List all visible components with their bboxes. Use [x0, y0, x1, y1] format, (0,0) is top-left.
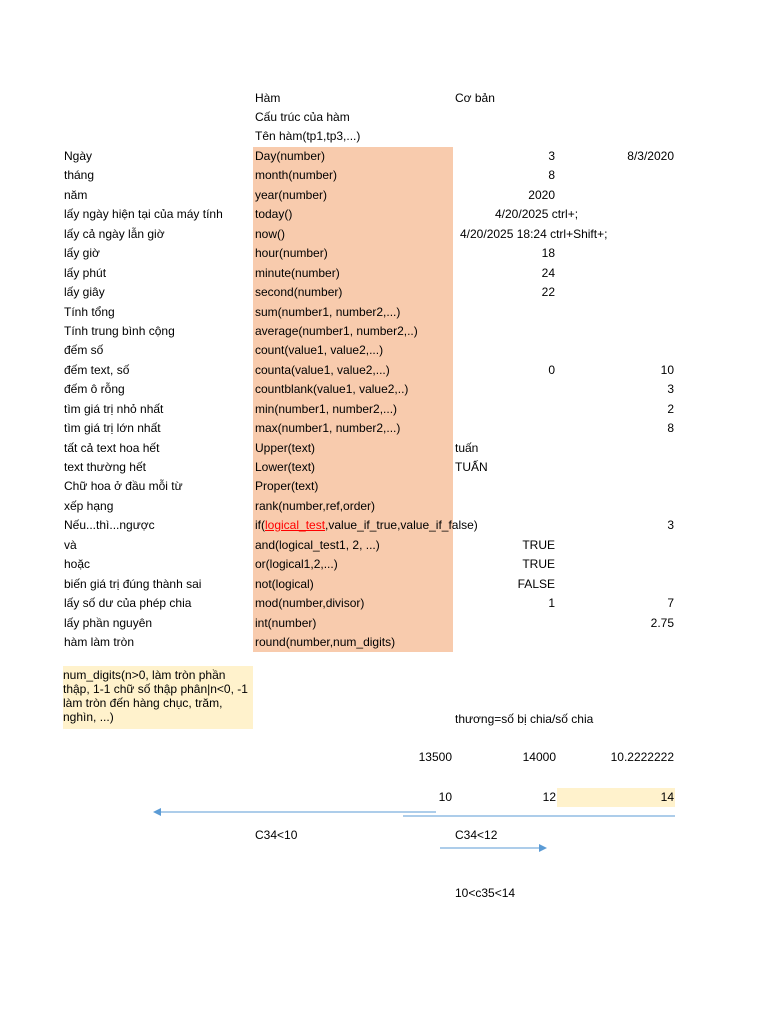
row-value-c: 4/20/2025 18:24 ctrl+Shift+; [460, 227, 608, 241]
condition-less-10: C34<10 [255, 828, 298, 842]
row-value-d: 2 [667, 402, 674, 416]
row-value-c: 2020 [528, 188, 555, 202]
row-description: Tính trung bình cộng [64, 324, 175, 338]
row-function: now() [255, 227, 286, 241]
condition-between: 10<c35<14 [455, 886, 516, 900]
row-description: text thường hết [64, 460, 146, 474]
row-value-c: 24 [541, 266, 555, 280]
row-function: Upper(text) [255, 441, 316, 455]
row-value-d: 10 [660, 363, 674, 377]
row-value-d: 8 [667, 421, 674, 435]
row-description: lấy giờ [64, 246, 100, 260]
row-value-d: 7 [667, 596, 674, 610]
row-function: mod(number,divisor) [255, 596, 365, 610]
row-description: lấy phần nguyên [64, 616, 153, 630]
row-function: counta(value1, value2,...) [255, 363, 390, 377]
row-description: tìm giá trị nhỏ nhất [64, 402, 164, 416]
row-description: lấy số dư của phép chia [64, 596, 192, 610]
header-structure: Cấu trúc của hàm [255, 110, 350, 124]
row-function: or(logical1,2,...) [255, 557, 338, 571]
row-value-c: TUẤN [455, 460, 488, 474]
row-function: min(number1, number2,...) [255, 402, 398, 416]
row-function: Day(number) [255, 149, 326, 163]
row-description: tháng [64, 168, 95, 182]
row-function: rank(number,ref,order) [255, 499, 376, 513]
if-prefix: if( [255, 518, 265, 532]
threshold-10: 10 [438, 790, 452, 804]
if-logical-test: logical_test [265, 518, 326, 532]
row-description: Nếu...thì...ngược [64, 518, 155, 532]
num-digits-note: num_digits(n>0, làm tròn phần thập, 1-1 chữ số thập phân|n<0, -1 làm tròn đến hàng chục, trăm, nghìn, ...) [63, 666, 253, 729]
row-function: round(number,num_digits) [255, 635, 396, 649]
row-function: Proper(text) [255, 479, 319, 493]
row-value-c: 3 [548, 149, 555, 163]
row-value-c: tuấn [455, 441, 479, 455]
row-function: max(number1, number2,...) [255, 421, 401, 435]
row-value-d: 2.75 [650, 616, 674, 630]
row-function: minute(number) [255, 266, 340, 280]
row-description: năm [64, 188, 88, 202]
row-description: Tính tổng [64, 305, 115, 319]
condition-less-12: C34<12 [455, 828, 498, 842]
row-function: and(logical_test1, 2, ...) [255, 538, 380, 552]
row-function: year(number) [255, 188, 328, 202]
row-description: và [64, 538, 77, 552]
row-value-c: 18 [541, 246, 555, 260]
row-description: lấy ngày hiện tại của máy tính [64, 207, 223, 221]
row-value-d: 3 [667, 518, 674, 532]
header-ham: Hàm [255, 91, 281, 105]
row-description: hoặc [64, 557, 91, 571]
row-function: month(number) [255, 168, 338, 182]
row-value-c: TRUE [522, 557, 555, 571]
row-value-c: 1 [548, 596, 555, 610]
row-value-c: TRUE [522, 538, 555, 552]
row-description: Chữ hoa ở đầu mỗi từ [64, 479, 183, 493]
row-description: hàm làm tròn [64, 635, 135, 649]
row-description: Ngày [64, 149, 93, 163]
row-description: tất cả text hoa hết [64, 441, 160, 455]
row-function: hour(number) [255, 246, 328, 260]
header-syntax: Tên hàm(tp1,tp3,...) [255, 129, 361, 143]
row-function: int(number) [255, 616, 317, 630]
threshold-14: 14 [660, 790, 674, 804]
row-value-c: 22 [541, 285, 555, 299]
row-value-c: 8 [548, 168, 555, 182]
row-value-c: 4/20/2025 ctrl+; [495, 207, 579, 221]
row-function: Lower(text) [255, 460, 316, 474]
row-description: tìm giá trị lớn nhất [64, 421, 161, 435]
row-value-d: 8/3/2020 [627, 149, 674, 163]
row-function: count(value1, value2,...) [255, 343, 384, 357]
row-description: đếm ô rỗng [64, 382, 125, 396]
calc-dividend: 13500 [418, 750, 452, 764]
row-value-c: 0 [548, 363, 555, 377]
quotient-label: thương=số bị chia/số chia [455, 712, 594, 726]
row-function: not(logical) [255, 577, 314, 591]
row-description: lấy phút [64, 266, 107, 280]
row-description: lấy giây [64, 285, 105, 299]
if-suffix: ,value_if_true,value_if_false) [325, 518, 478, 532]
row-description: đếm số [64, 343, 104, 357]
row-function: sum(number1, number2,...) [255, 305, 401, 319]
row-function: second(number) [255, 285, 343, 299]
row-function: average(number1, number2,..) [255, 324, 418, 338]
threshold-12: 12 [542, 790, 556, 804]
row-value-c: FALSE [517, 577, 555, 591]
calc-quotient: 10.2222222 [610, 750, 674, 764]
row-description: biến giá trị đúng thành sai [64, 577, 202, 591]
row-function: today() [255, 207, 293, 221]
row-function: countblank(value1, value2,..) [255, 382, 409, 396]
row-description: xếp hạng [64, 499, 114, 513]
row-value-d: 3 [667, 382, 674, 396]
header-co-ban: Cơ bản [455, 91, 495, 105]
calc-divisor: 14000 [522, 750, 556, 764]
row-description: đếm text, số [64, 363, 130, 377]
row-description: lấy cả ngày lẫn giờ [64, 227, 165, 241]
